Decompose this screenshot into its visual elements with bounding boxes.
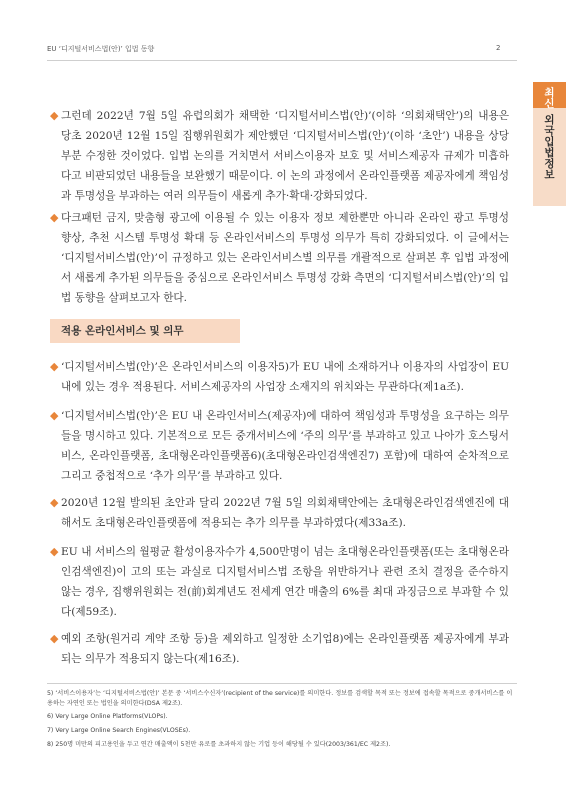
diamond-bullet-icon: ◆ xyxy=(50,409,59,422)
paragraph-text: 그런데 2022년 7월 5일 유럽의회가 채택한 ‘디지털서비스법(안)’(이하 ‘의회채택안’)의 내용은 당초 2020년 12월 15일 집행위원회가 제안했던 ‘디지털서비스법(안)’(이하 ‘초안’) 내용을 상당 부분 수정한 것이었다. 입법 논의를 거치면서 서비스이용자 보호 및 서비스제공자 규제가 미흡하다고 비판되었던 내용들을 보완했기 때문이다. 이 논의 과정에서 온라인플랫폼 제공자에게 책임성과 투명성을 부과하는 여러 의무들이 새롭게 추가·확대·강화되었다. xyxy=(61,110,509,202)
intro-paragraph-2 xyxy=(50,208,509,308)
side-tab-label xyxy=(533,82,566,206)
page-number: 2 xyxy=(496,44,501,52)
paragraph-text: ‘디지털서비스법(안)’은 EU 내 온라인서비스(제공자)에 대하여 책임성과 투명성을 요구하는 의무들을 명시하고 있다. 기본적으로 모든 중개서비스에 ‘주의 의무’를 부과하고 있고 나아가 호스팅서비스, 온라인플랫폼, 초대형온라인플랫폼6)(초대형온라인검색엔진7) 포함)에 대하여 순차적으로 그리고 중첩적으로 ‘추가 의무’를 부과하고 있다. xyxy=(61,410,509,482)
side-tab-main: 외국입법정보 xyxy=(543,114,555,180)
footnote-5: 5) ‘서비스이용자’는 ‘디지털서비스법(안)’ 본문 중 ‘서비스수신자’(recipient of the service)를 의미한다. 정보를 검색할 목적 또는 정보에 접속할 목적으로 중개서비스를 이용하는 자연인 또는 법인을 의미한다(DSA 제2조). xyxy=(47,690,513,707)
diamond-bullet-icon: ◆ xyxy=(50,545,59,558)
header-divider xyxy=(47,60,517,61)
section-heading: 적용 온라인서비스 및 의무 xyxy=(50,319,240,343)
section-paragraph-2 xyxy=(50,406,509,486)
paragraph-text: EU 내 서비스의 월평균 활성이용자수가 4,500만명이 넘는 초대형온라인플랫폼(또는 초대형온라인검색엔진)이 고의 또는 과실로 디지털서비스법 조항을 위반하거나 관련 조치 결정을 준수하지 않는 경우, 집행위원회는 전(前)회계년도 전세계 연간 매출의 6%를 최대 과징금으로 부과할 수 있다(제59조). xyxy=(61,546,509,618)
diamond-bullet-icon: ◆ xyxy=(50,360,59,373)
diamond-bullet-icon: ◆ xyxy=(50,496,59,509)
paragraph-text: 2020년 12월 발의된 초안과 달리 2022년 7월 5일 의회채택안에는 초대형온라인검색엔진에 대해서도 초대형온라인플랫폼에 적용되는 추가 의무를 부과하였다(제33a조). xyxy=(61,497,509,529)
footnote-6: 6) Very Large Online Platforms(VLOPs). xyxy=(47,713,168,720)
diamond-bullet-icon: ◆ xyxy=(50,632,59,645)
section-paragraph-1 xyxy=(50,357,509,397)
section-paragraph-4 xyxy=(50,542,509,622)
paragraph-text: 예외 조항(원거리 계약 조항 등)을 제외하고 일정한 소기업8)에는 온라인플랫폼 제공자에게 부과되는 의무가 적용되지 않는다(제16조). xyxy=(61,633,509,665)
diamond-bullet-icon: ◆ xyxy=(50,109,59,122)
section-paragraph-5 xyxy=(50,629,509,669)
paragraph-text: 다크패턴 금지, 맞춤형 광고에 이용될 수 있는 이용자 정보 제한뿐만 아니라 온라인 광고 투명성 향상, 추천 시스템 투명성 확대 등 온라인서비스의 투명성 의무가 특히 강화되었다. 이 글에서는 ‘디지털서비스법(안)’이 규정하고 있는 온라인서비스별 의무를 개괄적으로 살펴본 후 입법 과정에서 새롭게 추가된 의무들을 중심으로 온라인서비스 투명성 강화 측면의 ‘디지털서비스법(안)’의 입법 동향을 살펴보고자 한다. xyxy=(61,212,509,304)
paragraph-text: ‘디지털서비스법(안)’은 온라인서비스의 이용자5)가 EU 내에 소재하거나 이용자의 사업장이 EU 내에 있는 경우 적용된다. 서비스제공자의 사업장 소재지의 위치와는 무관하다(제1a조). xyxy=(61,361,509,393)
footnote-8: 8) 250명 미만의 피고용인을 두고 연간 매출액이 5천만 유로를 초과하지 않는 기업 등이 해당될 수 있다(2003/361/EC 제2조). xyxy=(47,741,391,748)
intro-paragraph-1 xyxy=(50,106,509,206)
footnote-divider xyxy=(47,683,517,684)
side-tab-highlight: 최신 xyxy=(543,87,555,109)
footnote-7: 7) Very Large Online Search Engines(VLOSEs). xyxy=(47,727,191,734)
running-header-title: EU ‘디지털서비스법(안)’ 입법 동향 xyxy=(47,45,155,53)
section-paragraph-3 xyxy=(50,493,509,533)
diamond-bullet-icon: ◆ xyxy=(50,211,59,224)
